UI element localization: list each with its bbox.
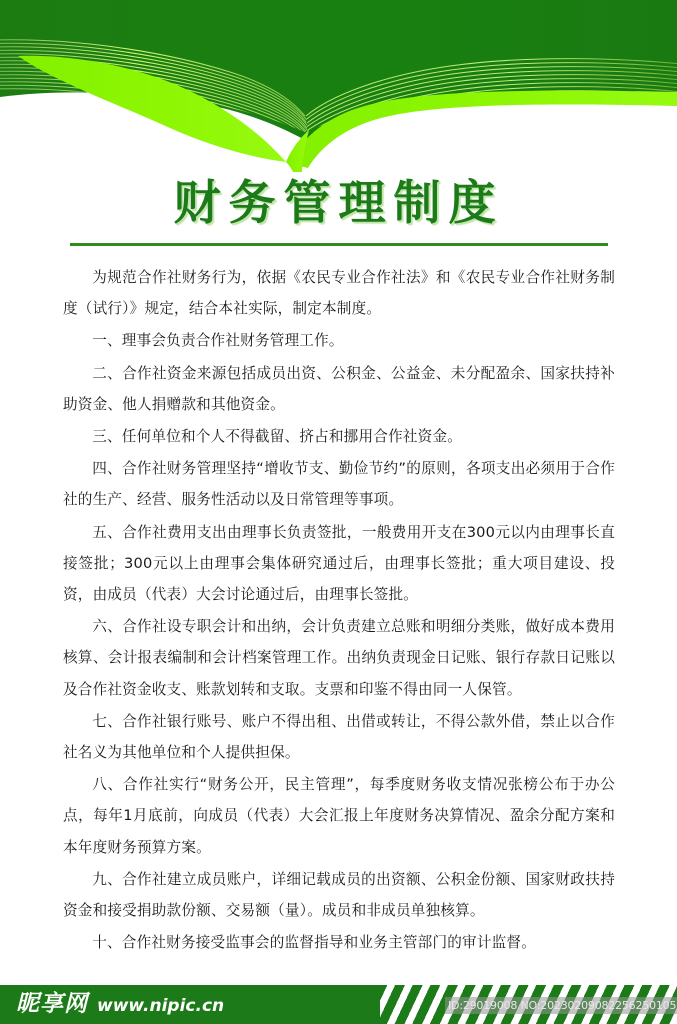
footer-watermark-bar [0,985,677,1024]
brand-name-cn: 昵享网 [16,991,88,1017]
site-brand [16,991,224,1019]
paragraph-item-3: 三、任何单位和个人不得截留、挤占和挪用合作社资金。 [92,428,463,446]
title-block [0,176,677,231]
header-banner [0,0,677,172]
paragraph-item-2: 二、合作社资金来源包括成员出资、公积金、公益金、未分配盈余、国家扶持补助资金、他人捐赠款和其他资金。 [63,364,615,413]
paragraph-item-1: 一、理事会负责合作社财务管理工作。 [92,332,344,350]
paragraph-item-7: 七、合作社银行账号、账户不得出租、出借或转让，不得公款外借，禁止以合作社名义为其他单位和个人提供担保。 [63,712,615,762]
brand-url: www.nipic.cn [97,996,225,1016]
paragraph-item-6: 六、合作社设专职会计和出纳，会计负责建立总账和明细分类账，做好成本费用核算、会计报表编制和会计档案管理工作。出纳负责现金日记账、银行存款日记账以及合作社资金收支、账款划转和支取。支票和印鉴不得由同一人保管。 [63,618,615,698]
document-body [63,262,615,959]
page-title: 财务管理制度 [173,176,504,231]
paragraph-intro: 为规范合作社财务行为，依据《农民专业合作社法》和《农民专业合作社财务制度（试行）》规定，结合本社实际，制定本制度。 [63,269,615,318]
paragraph-item-9: 九、合作社建立成员账户，详细记载成员的出资额、公积金份额、国家财政扶持资金和接受捐助款份额、交易额（量）。成员和非成员单独核算。 [63,870,615,920]
leaf-wave-graphic [0,0,677,172]
paragraph-item-5: 五、合作社费用支出由理事长负责签批，一般费用开支在300元以内由理事长直接签批；300元以上由理事会集体研究通过后，由理事长签批；重大项目建设、投资，由成员（代表）大会讨论通过后，由理事长签批。 [63,523,615,604]
paragraph-item-10: 十、合作社财务接受监事会的监督指导和业务主管部门的审计监督。 [92,934,537,952]
image-id-text: ID:29019008 NO:20230209082256250105 [448,999,677,1012]
title-divider-rule [70,243,608,246]
paragraph-item-4: 四、合作社财务管理坚持“增收节支、勤俭节约”的原则，各项支出必须用于合作社的生产、经营、服务性活动以及日常管理等事项。 [63,460,615,509]
paragraph-item-8: 八、合作社实行“财务公开，民主管理”，每季度财务收支情况张榜公布于办公点，每年1月底前，向成员（代表）大会汇报上年度财务决算情况、盈余分配方案和本年度财务预算方案。 [63,776,615,856]
